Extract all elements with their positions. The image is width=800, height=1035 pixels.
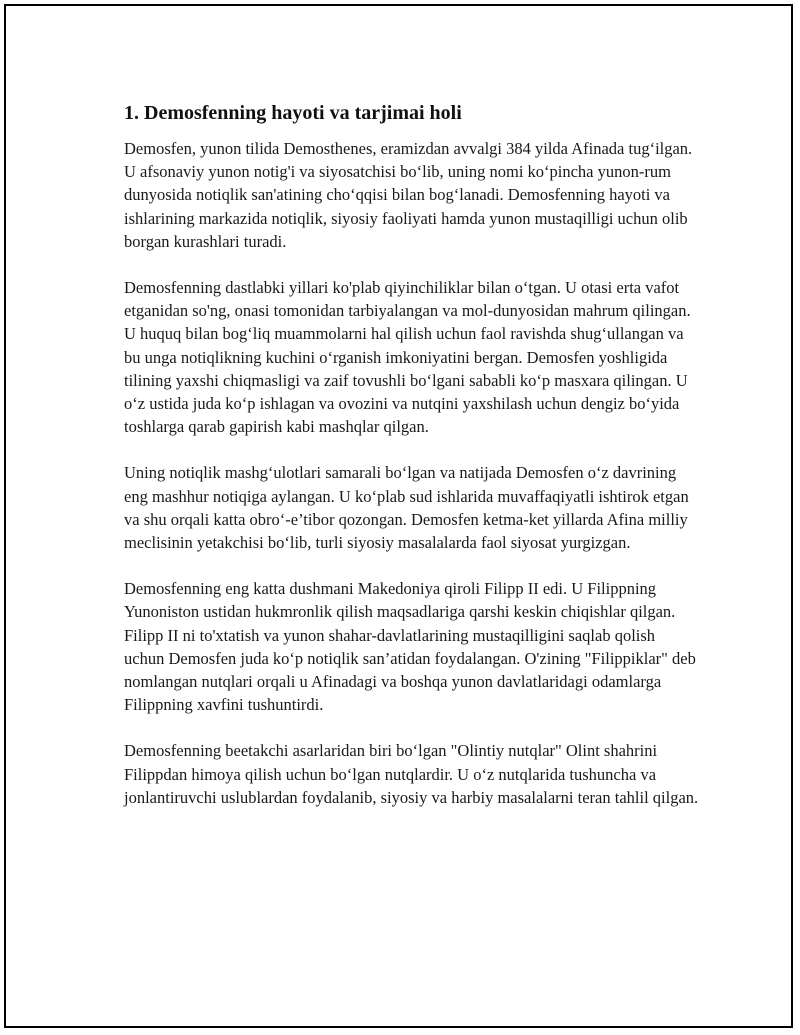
paragraph-birth: Demosfen, yunon tilida Demosthenes, eramizdan avvalgi 384 yilda Afinada tug‘ilgan. U afsonaviy yunon notig'i va siyosatchisi bo‘lib, uning nomi ko‘pincha yunon-rum dunyosida notiqlik san'atining cho‘qqisi bilan bog‘lanadi. Demosfenning hayoti va ishlarining markazida notiqlik, siyosiy faoliyati hamda yunon mustaqilligi uchun olib borgan kurashlari turadi. [124,139,693,251]
document-body [124,97,699,832]
section-title: 1. Demosfenning hayoti va tarjimai holi [124,102,462,124]
paragraph-olynthiacs: Demosfenning beetakchi asarlaridan biri bo‘lgan "Olintiy nutqlar" Olint shahrini Filippdan himoya qilish uchun bo‘lgan nutqlardir. U o‘z nutqlarida tushuncha va jonlantiruvchi uslublardan foydalanib, siyosiy va harbiy masalalarni teran tahlil qilgan. [124,741,699,807]
paragraph-philip-ii: Demosfenning eng katta dushmani Makedoniya qiroli Filipp II edi. U Filippning Yunoniston ustidan hukmronlik qilish maqsadlariga qarshi keskin chiqishlar qilgan. Filipp II ni to'xtatish va yunon shahar-davlatlarining mustaqilligini saqlab qolish uchun Demosfen juda ko‘p notiqlik san’atidan foydalangan. O'zining "Filippiklar" deb nomlangan nutqlari orqali u Afinadagi va boshqa yunon davlatlaridagi odamlarga Filippning xavfini tushuntirdi. [124,579,696,715]
paragraph-early-years: Demosfenning dastlabki yillari ko'plab qiyinchiliklar bilan o‘tgan. U otasi erta vafot etganidan so'ng, onasi tomonidan tarbiyalangan va mol-dunyosidan mahrum qilingan. U huquq bilan bog‘liq muammolarni hal qilish uchun faol ravishda shug‘ullangan va bu unga notiqlikning kuchini o‘rganish imkoniyatini bergan. Demosfen yoshligida tilining yaxshi chiqmasligi va zaif tovushli bo‘lgani sababli ko‘p masxara qilingan. U o‘z ustida juda ko‘p ishlagan va ovozini va nutqini yaxshilash uchun dengiz bo‘yida toshlarga qarab gapirish kabi mashqlar qilgan. [124,278,691,437]
paragraph-oratory-career: Uning notiqlik mashg‘ulotlari samarali bo‘lgan va natijada Demosfen o‘z davrining eng mashhur notiqiga aylangan. U ko‘plab sud ishlarida muvaffaqiyatli ishtirok etgan va shu orqali katta obro‘-e’tibor qozongan. Demosfen ketma-ket yillarda Afina milliy meclisinin yetakchisi bo‘lib, turli siyosiy masalalarda faol siyosat yurgizgan. [124,463,689,553]
page-frame [4,4,793,1028]
